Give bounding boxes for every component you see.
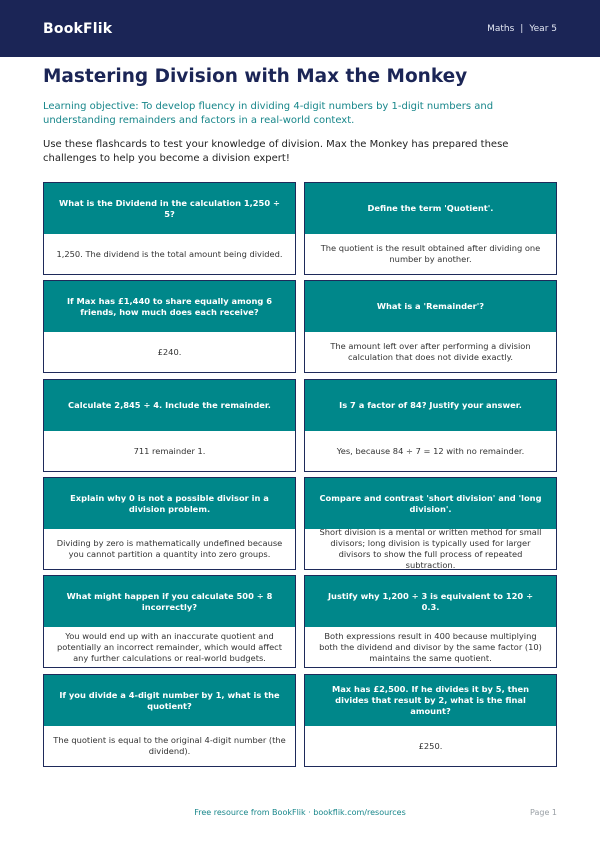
flashcard-answer: The amount left over after performing a division calculation that does not divide exactly.	[330, 341, 531, 362]
subject-label: Maths	[487, 23, 515, 34]
flashcard-question: If you divide a 4-digit number by 1, what is the quotient?	[44, 675, 295, 726]
flashcard-answer: £240.	[157, 346, 182, 357]
top-bar	[0, 0, 600, 57]
flashcard-answer: You would end up with an inaccurate quotient and potentially an incorrect remainder, which would affect any further calculations or real-world budgets.	[57, 630, 282, 663]
meta-separator: |	[520, 23, 524, 34]
flashcard-question: Calculate 2,845 ÷ 4. Include the remainder.	[44, 380, 295, 431]
flashcard-question: Justify why 1,200 ÷ 3 is equivalent to 120 ÷ 0.3.	[305, 576, 556, 627]
flashcard-answer: £250.	[418, 740, 443, 751]
flashcard-answer: 711 remainder 1.	[133, 445, 206, 456]
flashcard-answer: Dividing by zero is mathematically undefined because you cannot partition a quantity into zero groups.	[56, 538, 283, 559]
page-title: Mastering Division with Max the Monkey	[43, 66, 468, 87]
flashcard-answer: 1,250. The dividend is the total amount being divided.	[56, 248, 283, 259]
flashcard-answer: Yes, because 84 ÷ 7 = 12 with no remainder.	[336, 445, 525, 456]
flashcard-question: Max has £2,500. If he divides it by 5, then divides that result by 2, what is the final amount?	[305, 675, 556, 726]
flashcard	[304, 280, 557, 373]
flashcard-answer: The quotient is equal to the original 4-digit number (the dividend).	[53, 735, 286, 756]
flashcard	[43, 477, 296, 570]
flashcard-question: What is a 'Remainder'?	[305, 281, 556, 332]
flashcard-answer: Short division is a mental or written method for small divisors; long division is typically used for larger divisors to show the full process of repeated subtraction.	[319, 529, 542, 569]
flashcard-question: Explain why 0 is not a possible divisor in a division problem.	[44, 478, 295, 529]
learning-objective: Learning objective: To develop fluency in dividing 4-digit numbers by 1-digit numbers and understanding remainders and factors in a real-world context.	[43, 101, 494, 126]
flashcard	[43, 674, 296, 767]
flashcard	[304, 674, 557, 767]
flashcard-question: What might happen if you calculate 500 ÷ 8 incorrectly?	[44, 576, 295, 627]
intro-text: Use these flashcards to test your knowledge of division. Max the Monkey has prepared these challenges to help you become a division expert!	[43, 139, 509, 164]
flashcard-answer: The quotient is the result obtained after dividing one number by another.	[320, 243, 541, 264]
flashcard-question: What is the Dividend in the calculation 1,250 ÷ 5?	[44, 183, 295, 234]
year-label: Year 5	[529, 23, 557, 34]
flashcard-question: Define the term 'Quotient'.	[305, 183, 556, 234]
flashcard-question: Is 7 a factor of 84? Justify your answer.	[305, 380, 556, 431]
brand-logo[interactable]: BookFlik	[43, 20, 113, 37]
footer-text[interactable]: Free resource from BookFlik · bookflik.com/resources	[194, 808, 406, 817]
flashcard	[304, 379, 557, 472]
flashcard	[304, 182, 557, 275]
flashcard-question: Compare and contrast 'short division' and 'long division'.	[305, 478, 556, 529]
flashcard	[304, 477, 557, 570]
header-meta	[487, 24, 557, 34]
page-number: Page 1	[530, 808, 557, 817]
flashcard-answer: Both expressions result in 400 because multiplying both the dividend and divisor by the same factor (10) maintains the same quotient.	[319, 630, 542, 663]
flashcard	[304, 575, 557, 668]
flashcard	[43, 280, 296, 373]
flashcard	[43, 379, 296, 472]
flashcard-question: If Max has £1,440 to share equally among 6 friends, how much does each receive?	[44, 281, 295, 332]
flashcard	[43, 182, 296, 275]
flashcard	[43, 575, 296, 668]
